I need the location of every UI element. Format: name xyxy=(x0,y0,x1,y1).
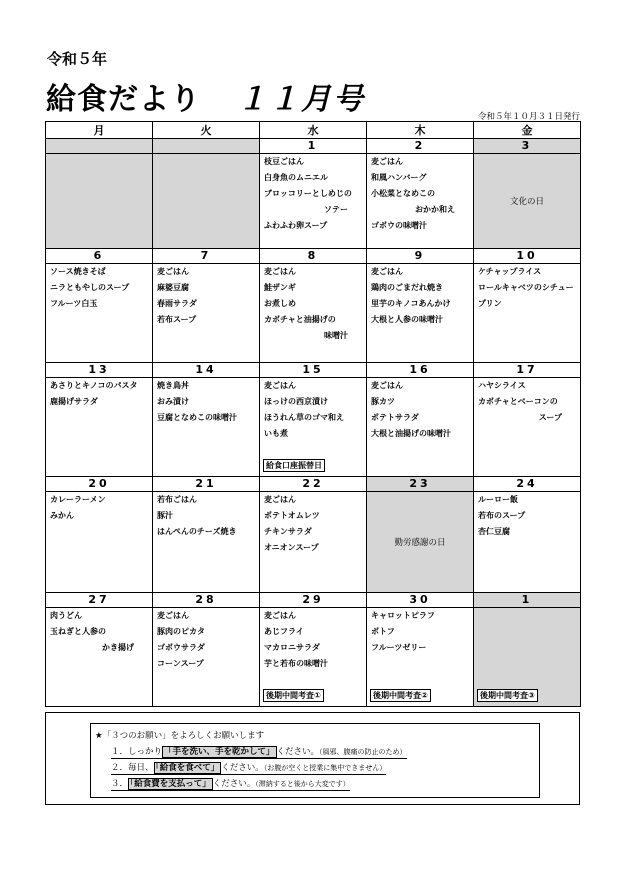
menu-calendar xyxy=(45,121,581,707)
request-item: ２．毎日、 「給食を食べて」 ください。（お腹が空くと授業に集中できません） xyxy=(111,763,387,773)
menu-item: ボトフ xyxy=(371,627,395,636)
menu-item: 肉うどん xyxy=(50,611,82,620)
date-row xyxy=(46,593,581,608)
menu-item: 豚カツ xyxy=(371,397,395,406)
menu-item: いも煮 xyxy=(264,429,288,438)
menu-item: 玉ねぎと人参の xyxy=(50,627,106,636)
menu-item: カボチャとベーコンの xyxy=(478,397,558,406)
day-menu-cell xyxy=(260,154,367,249)
date-number: 29 xyxy=(260,593,367,608)
date-number: 24 xyxy=(474,477,581,492)
weekday-mon: 月 xyxy=(46,122,153,139)
date-number: 14 xyxy=(153,363,260,378)
menu-item: 白身魚のムニエル xyxy=(264,173,328,182)
menu-item: 麦ごはん xyxy=(264,495,296,504)
menu-item: ポテトサラダ xyxy=(371,413,419,422)
date-number xyxy=(153,139,260,154)
day-menu-cell xyxy=(474,492,581,593)
day-menu-cell xyxy=(367,264,474,363)
event-tag: 給食口座振替日 xyxy=(263,459,325,472)
menu-item: 若布スープ xyxy=(157,315,197,324)
date-number: 30 xyxy=(367,593,474,608)
day-menu-cell xyxy=(153,378,260,477)
menu-item: オニオンスープ xyxy=(264,543,319,552)
weekday-thu: 木 xyxy=(367,122,474,139)
day-menu-cell xyxy=(153,492,260,593)
day-menu-cell xyxy=(474,378,581,477)
menu-item: 焼き鳥丼 xyxy=(157,381,189,390)
menu-item: 里芋のキノコあんかけ xyxy=(371,299,451,308)
date-number: 20 xyxy=(46,477,153,492)
menu-item: お煮しめ xyxy=(264,299,296,308)
menu-row xyxy=(46,608,581,707)
event-tag: 後期中間考査③ xyxy=(477,689,538,702)
menu-item: 麦ごはん xyxy=(264,611,296,620)
weekday-tue: 火 xyxy=(153,122,260,139)
menu-item: プリン xyxy=(478,299,502,308)
requests-heading: ★「３つのお願い」をよろしくお願いします xyxy=(95,731,265,741)
newsletter-name: 給食だより xyxy=(46,82,201,117)
menu-item: コーンスープ xyxy=(157,659,204,668)
menu-item: 杏仁豆腐 xyxy=(478,527,510,536)
menu-row xyxy=(46,378,581,477)
menu-item: カボチャと油揚げの xyxy=(264,315,336,324)
menu-item: 若布のスープ xyxy=(478,511,526,520)
day-menu-cell xyxy=(153,154,260,249)
date-number: 10 xyxy=(474,249,581,264)
date-number: 7 xyxy=(153,249,260,264)
day-menu-cell xyxy=(153,608,260,707)
menu-row xyxy=(46,154,581,249)
menu-item: 鹿揚げサラダ xyxy=(50,397,98,406)
date-number: 6 xyxy=(46,249,153,264)
menu-item: ふわふわ卵スープ xyxy=(264,221,328,230)
menu-item: はんぺんのチーズ焼き xyxy=(157,527,237,536)
date-number: 1 xyxy=(260,139,367,154)
notice-panel xyxy=(45,712,580,805)
menu-item: 麦ごはん xyxy=(371,381,403,390)
menu-item: ロールキャベツのシチュー xyxy=(478,283,574,292)
requests-box xyxy=(90,723,540,798)
day-menu-cell xyxy=(367,154,474,249)
menu-item: 鮭ザンギ xyxy=(264,283,296,292)
menu-item: 小松菜となめこの xyxy=(371,189,435,198)
weekday-header-row xyxy=(46,122,581,139)
day-menu-cell xyxy=(260,608,367,707)
date-row xyxy=(46,249,581,264)
menu-item: カレーラーメン xyxy=(50,495,106,504)
holiday-label: 文化の日 xyxy=(509,197,544,207)
date-row xyxy=(46,139,581,154)
menu-item: 麦ごはん xyxy=(264,381,296,390)
menu-item: キャロットピラフ xyxy=(371,611,435,620)
request-item: ３． 「給食費を支払って」 ください。（滞納すると後から大変です） xyxy=(111,779,350,789)
menu-item: ルーロー飯 xyxy=(478,495,518,504)
era-label: 令和５年 xyxy=(47,50,108,68)
menu-item: 大根と油揚げの味噌汁 xyxy=(371,429,451,438)
menu-item: 味噌汁 xyxy=(324,331,348,340)
date-number: 16 xyxy=(367,363,474,378)
weekday-fri: 金 xyxy=(474,122,581,139)
menu-item: 麦ごはん xyxy=(371,157,403,166)
menu-item: ソース焼きそば xyxy=(50,267,106,276)
menu-item: かき揚げ xyxy=(102,643,134,652)
menu-item: フルーツゼリー xyxy=(371,643,427,652)
day-menu-cell xyxy=(367,492,474,593)
date-number xyxy=(46,139,153,154)
menu-item: おみ漬け xyxy=(157,397,189,406)
menu-item: 豚肉のピカタ xyxy=(157,627,205,636)
date-row xyxy=(46,363,581,378)
menu-item: みかん xyxy=(50,511,74,520)
menu-item: 麦ごはん xyxy=(157,611,189,620)
day-menu-cell xyxy=(474,608,581,707)
day-menu-cell xyxy=(474,264,581,363)
menu-item: 若布ごはん xyxy=(157,495,197,504)
menu-item: 枝豆ごはん xyxy=(264,157,304,166)
date-number: 17 xyxy=(474,363,581,378)
menu-item: 豆腐となめこの味噌汁 xyxy=(157,413,237,422)
day-menu-cell xyxy=(46,608,153,707)
menu-item: 麻婆豆腐 xyxy=(157,283,189,292)
day-menu-cell xyxy=(367,378,474,477)
issue-date: 令和５年１０月３１日発行 xyxy=(477,112,580,122)
menu-item: ゴボウサラダ xyxy=(157,643,205,652)
event-tag: 後期中間考査① xyxy=(263,689,324,702)
day-menu-cell xyxy=(260,378,367,477)
menu-item: ニラともやしのスープ xyxy=(50,283,130,292)
request-item: １．しっかり 「手を洗い、手を乾かして」 ください。（風邪、腹痛の防止のため） xyxy=(111,747,407,757)
menu-item: 和風ハンバーグ xyxy=(371,173,427,182)
menu-item: ハヤシライス xyxy=(478,381,526,390)
menu-item: 春雨サラダ xyxy=(157,299,197,308)
menu-item: ほうれん草のゴマ和え xyxy=(264,413,344,422)
event-tag: 後期中間考査② xyxy=(370,689,431,702)
menu-item: ポテトオムレツ xyxy=(264,511,320,520)
date-number: 21 xyxy=(153,477,260,492)
date-number: 9 xyxy=(367,249,474,264)
menu-item: 豚汁 xyxy=(157,511,173,520)
menu-item: ほっけの西京漬け xyxy=(264,397,328,406)
page-title xyxy=(46,74,365,118)
menu-item: スープ xyxy=(538,413,562,422)
menu-item: 大根と人参の味噌汁 xyxy=(371,315,443,324)
menu-item: あさりとキノコのパスタ xyxy=(50,381,138,390)
weekday-wed: 水 xyxy=(260,122,367,139)
day-menu-cell xyxy=(474,154,581,249)
menu-item: あじフライ xyxy=(264,627,304,636)
menu-item: フルーツ白玉 xyxy=(50,299,98,308)
issue-number: １１月号 xyxy=(237,82,365,117)
date-number: 23 xyxy=(367,477,474,492)
menu-item: ゴボウの味噌汁 xyxy=(371,221,427,230)
menu-item: マカロニサラダ xyxy=(264,643,320,652)
date-number: 27 xyxy=(46,593,153,608)
day-menu-cell xyxy=(46,378,153,477)
menu-item: 鶏肉のごまだれ焼き xyxy=(371,283,443,292)
day-menu-cell xyxy=(367,608,474,707)
day-menu-cell xyxy=(153,264,260,363)
day-menu-cell xyxy=(46,492,153,593)
date-row xyxy=(46,477,581,492)
menu-row xyxy=(46,492,581,593)
menu-item: おかか和え xyxy=(415,205,455,214)
date-number: 8 xyxy=(260,249,367,264)
menu-row xyxy=(46,264,581,363)
date-number: 1 xyxy=(474,593,581,608)
menu-item: ブロッコリーとしめじの xyxy=(264,189,352,198)
date-number: 28 xyxy=(153,593,260,608)
date-number: 15 xyxy=(260,363,367,378)
date-number: 2 xyxy=(367,139,474,154)
menu-item: 麦ごはん xyxy=(371,267,403,276)
menu-item: ソテー xyxy=(324,205,348,214)
date-number: 3 xyxy=(474,139,581,154)
menu-item: 麦ごはん xyxy=(264,267,296,276)
date-number: 22 xyxy=(260,477,367,492)
holiday-label: 勤労感謝の日 xyxy=(394,538,446,548)
date-number: 13 xyxy=(46,363,153,378)
day-menu-cell xyxy=(46,264,153,363)
day-menu-cell xyxy=(260,492,367,593)
day-menu-cell xyxy=(260,264,367,363)
menu-item: 麦ごはん xyxy=(157,267,189,276)
menu-item: チキンサラダ xyxy=(264,527,312,536)
day-menu-cell xyxy=(46,154,153,249)
menu-item: ケチャップライス xyxy=(478,267,542,276)
menu-item: 芋と若布の味噌汁 xyxy=(264,659,328,668)
